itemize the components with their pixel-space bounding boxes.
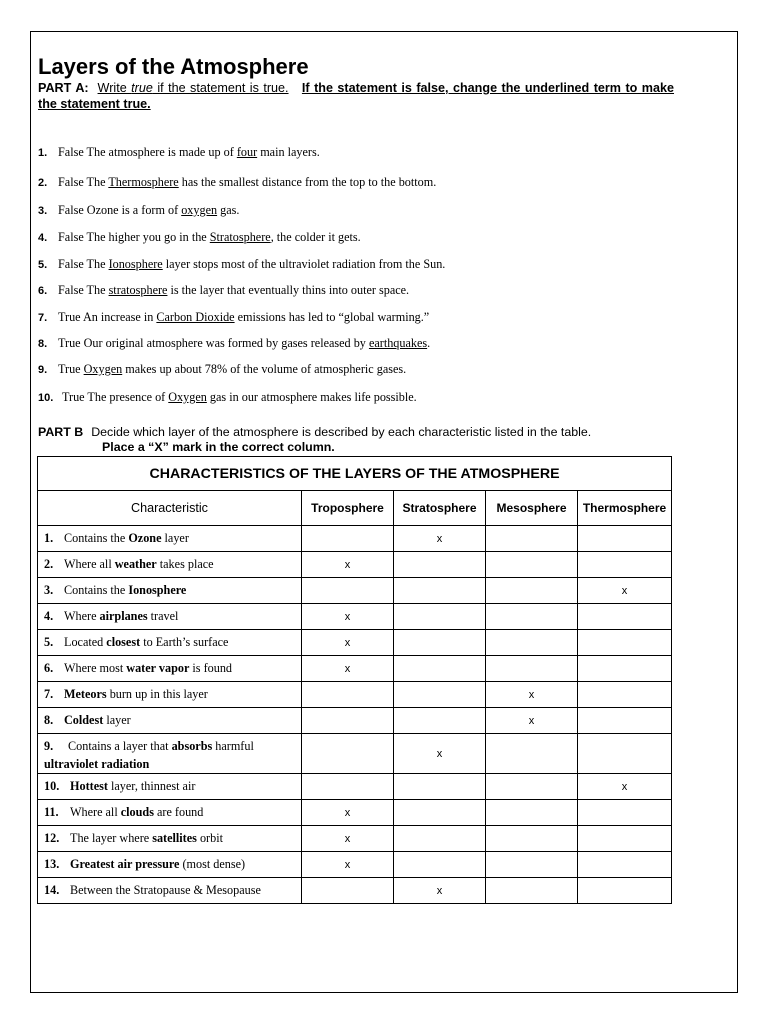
mark-cell (394, 552, 486, 578)
mark-cell (486, 878, 578, 904)
mark-cell (486, 826, 578, 852)
mark-cell: x (394, 878, 486, 904)
table-row (38, 826, 672, 852)
characteristic-cell: 9. Contains a layer that absorbs harmful ultraviolet radiation (38, 734, 302, 774)
table-caption: CHARACTERISTICS OF THE LAYERS OF THE ATMOSPHERE (38, 457, 672, 491)
question-item: 7. True An increase in Carbon Dioxide emissions has led to “global warming.” (38, 310, 430, 324)
characteristic-cell: 5. Located closest to Earth’s surface (38, 630, 302, 656)
characteristic-cell: 1. Contains the Ozone layer (38, 526, 302, 552)
mark-cell: x (578, 578, 672, 604)
table-row (38, 800, 672, 826)
mark-cell (302, 708, 394, 734)
table-row (38, 774, 672, 800)
characteristic-cell: 7. Meteors burn up in this layer (38, 682, 302, 708)
table-row (38, 656, 672, 682)
table-row (38, 604, 672, 630)
mark-cell (486, 552, 578, 578)
mark-cell (578, 826, 672, 852)
characteristic-cell: 14. Between the Stratopause & Mesopause (38, 878, 302, 904)
question-item: 5. False The Ionosphere layer stops most of the ultraviolet radiation from the Sun. (38, 257, 446, 271)
table-row (38, 708, 672, 734)
mark-cell: x (302, 852, 394, 878)
instr-bold: If the statement is false, change the underlined term to make the statement true. (38, 81, 675, 111)
question-item: 2. False The Thermosphere has the smallest distance from the top to the bottom. (38, 175, 437, 189)
header-mesosphere: Mesosphere (486, 491, 578, 526)
page-title: Layers of the Atmosphere (38, 54, 309, 79)
part-b-line1: Decide which layer of the atmosphere is described by each characteristic listed in the table. (91, 425, 592, 439)
characteristic-cell: 8. Coldest layer (38, 708, 302, 734)
characteristic-cell: 2. Where all weather takes place (38, 552, 302, 578)
mark-cell (578, 852, 672, 878)
mark-cell (486, 578, 578, 604)
table-row (38, 552, 672, 578)
table-row (38, 878, 672, 904)
header-thermosphere: Thermosphere (578, 491, 672, 526)
characteristics-table (37, 456, 672, 904)
mark-cell (486, 852, 578, 878)
mark-cell (394, 604, 486, 630)
mark-cell (394, 708, 486, 734)
mark-cell (302, 526, 394, 552)
mark-cell (486, 630, 578, 656)
mark-cell (486, 604, 578, 630)
table-row (38, 734, 672, 774)
mark-cell (394, 800, 486, 826)
mark-cell: x (302, 826, 394, 852)
header-characteristic: Characteristic (38, 491, 302, 526)
question-item: 4. False The higher you go in the Stratosphere, the colder it gets. (38, 230, 361, 244)
table-row (38, 630, 672, 656)
mark-cell (578, 800, 672, 826)
mark-cell (486, 656, 578, 682)
mark-cell: x (302, 552, 394, 578)
mark-cell: x (394, 734, 486, 774)
mark-cell (302, 578, 394, 604)
mark-cell (302, 734, 394, 774)
characteristic-cell: 10. Hottest layer, thinnest air (38, 774, 302, 800)
part-a-label: PART A: (38, 81, 89, 95)
part-b-instructions (38, 425, 678, 455)
mark-cell (394, 774, 486, 800)
instr-rest: if the statement is true. (152, 81, 289, 95)
mark-cell: x (486, 708, 578, 734)
characteristic-cell: 3. Contains the Ionosphere (38, 578, 302, 604)
mark-cell (486, 774, 578, 800)
mark-cell (394, 826, 486, 852)
mark-cell (578, 708, 672, 734)
mark-cell (394, 578, 486, 604)
mark-cell: x (302, 604, 394, 630)
table-row (38, 578, 672, 604)
mark-cell: x (486, 682, 578, 708)
mark-cell (578, 682, 672, 708)
mark-cell (302, 682, 394, 708)
mark-cell (486, 526, 578, 552)
mark-cell: x (302, 656, 394, 682)
mark-cell (578, 526, 672, 552)
table-row (38, 526, 672, 552)
characteristic-cell: 11. Where all clouds are found (38, 800, 302, 826)
characteristic-cell: 13. Greatest air pressure (most dense) (38, 852, 302, 878)
mark-cell (394, 630, 486, 656)
mark-cell (486, 800, 578, 826)
characteristic-cell: 6. Where most water vapor is found (38, 656, 302, 682)
characteristic-cell: 4. Where airplanes travel (38, 604, 302, 630)
table-row (38, 682, 672, 708)
mark-cell (578, 734, 672, 774)
mark-cell (302, 774, 394, 800)
mark-cell: x (578, 774, 672, 800)
mark-cell (578, 552, 672, 578)
question-item: 1. False The atmosphere is made up of four main layers. (38, 145, 320, 159)
mark-cell (302, 878, 394, 904)
mark-cell (578, 630, 672, 656)
mark-cell: x (302, 630, 394, 656)
part-b-line2: Place a “X” mark in the correct column. (102, 440, 335, 454)
question-item: 10. True The presence of Oxygen gas in our atmosphere makes life possible. (38, 390, 417, 404)
header-stratosphere: Stratosphere (394, 491, 486, 526)
table-row (38, 852, 672, 878)
mark-cell (394, 852, 486, 878)
instr-true: true (131, 81, 153, 95)
question-item: 9. True Oxygen makes up about 78% of the volume of atmospheric gases. (38, 362, 407, 376)
instr-write: Write (97, 81, 132, 95)
mark-cell (578, 604, 672, 630)
mark-cell (578, 656, 672, 682)
mark-cell (394, 682, 486, 708)
mark-cell: x (302, 800, 394, 826)
characteristic-cell: 12. The layer where satellites orbit (38, 826, 302, 852)
part-a-instructions (38, 80, 674, 112)
question-item: 8. True Our original atmosphere was formed by gases released by earthquakes. (38, 336, 431, 350)
mark-cell: x (394, 526, 486, 552)
question-item: 3. False Ozone is a form of oxygen gas. (38, 203, 240, 217)
mark-cell (486, 734, 578, 774)
mark-cell (578, 878, 672, 904)
header-troposphere: Troposphere (302, 491, 394, 526)
part-b-label: PART B (38, 425, 84, 439)
mark-cell (394, 656, 486, 682)
question-item: 6. False The stratosphere is the layer that eventually thins into outer space. (38, 283, 410, 297)
